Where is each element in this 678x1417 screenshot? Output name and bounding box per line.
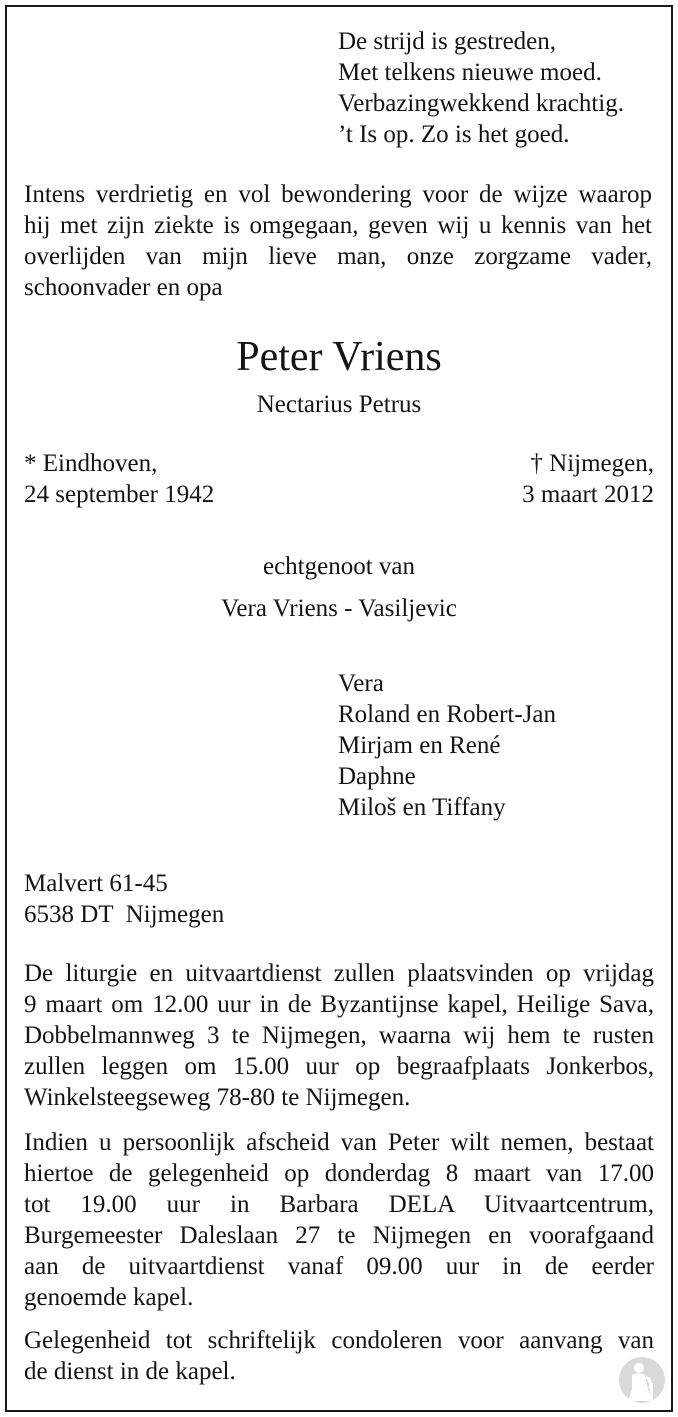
farewell-line: genoemde kapel.: [24, 1284, 194, 1311]
deceased-name: Peter Vriens: [236, 334, 442, 380]
family-member: Roland en Robert-Jan: [338, 701, 557, 728]
condolence-line: de dienst in de kapel.: [24, 1358, 236, 1385]
farewell-line: Indien u persoonlijk afscheid van Peter wilt nemen, bestaat: [24, 1129, 654, 1156]
service-line: De liturgie en uitvaartdienst zullen plaatsvinden op vrijdag: [24, 960, 654, 987]
family-member: Daphne: [338, 763, 416, 790]
intro-line: schoonvader en opa: [24, 274, 223, 301]
poem: [338, 26, 624, 150]
intro-line: overlijden van mijn lieve man, onze zorgzame vader,: [24, 243, 652, 270]
condolence-paragraph: [24, 1325, 654, 1387]
farewell-line: Burgemeester Daleslaan 27 te Nijmegen en voorafgaand: [24, 1222, 654, 1249]
family-member: Mirjam en René: [338, 732, 501, 759]
address-city: 6538 DT Nijmegen: [24, 901, 225, 928]
service-paragraph: [24, 958, 654, 1113]
poem-line: Verbazingwekkend krachtig.: [338, 90, 624, 117]
birth-date: 24 september 1942: [24, 481, 215, 508]
poem-line: ’t Is op. Zo is het goed.: [338, 121, 570, 148]
service-line: zullen leggen om 15.00 uur op begraafplaats Jonkerbos,: [24, 1053, 654, 1080]
farewell-paragraph: [24, 1127, 654, 1313]
intro-line: Intens verdrietig en vol bewondering voor de wijze waarop: [24, 181, 652, 208]
family-member: Vera: [338, 670, 384, 697]
service-line: 9 maart om 12.00 uur in de Byzantijnse kapel, Heilige Sava,: [24, 991, 654, 1018]
service-line: Winkelsteegseweg 78-80 te Nijmegen.: [24, 1084, 411, 1111]
spouse-label: echtgenoot van: [262, 553, 416, 580]
intro-line: hij met zijn ziekte is omgegaan, geven wij u kennis van het: [24, 212, 652, 239]
death-date: 3 maart 2012: [522, 481, 654, 508]
service-line: Dobbelmannweg 3 te Nijmegen, waarna wij hem te rusten: [24, 1022, 654, 1049]
farewell-line: hiertoe de gelegenheid op donderdag 8 maart van 17.00: [24, 1160, 654, 1187]
spouse-name: Vera Vriens - Vasiljevic: [221, 595, 457, 622]
birth-info: [24, 448, 214, 510]
farewell-line: tot 19.00 uur in Barbara DELA Uitvaartcentrum,: [24, 1191, 654, 1218]
condolence-line: Gelegenheid tot schriftelijk condoleren voor aanvang van: [24, 1327, 654, 1354]
family-list: [338, 668, 556, 823]
death-place: † Nijmegen,: [530, 450, 654, 477]
death-info: [522, 448, 654, 510]
poem-line: Met telkens nieuwe moed.: [338, 59, 602, 86]
poem-line: De strijd is gestreden,: [338, 28, 557, 55]
correspondence-address: [24, 868, 224, 930]
family-member: Miloš en Tiffany: [338, 794, 506, 821]
grieving-figure-icon: [618, 1355, 666, 1405]
birth-place: * Eindhoven,: [24, 450, 158, 477]
address-street: Malvert 61-45: [24, 870, 168, 897]
deceased-full-name: Nectarius Petrus: [256, 391, 422, 418]
farewell-line: aan de uitvaartdienst vanaf 09.00 uur in de eerder: [24, 1253, 654, 1280]
intro-text: [24, 179, 652, 303]
